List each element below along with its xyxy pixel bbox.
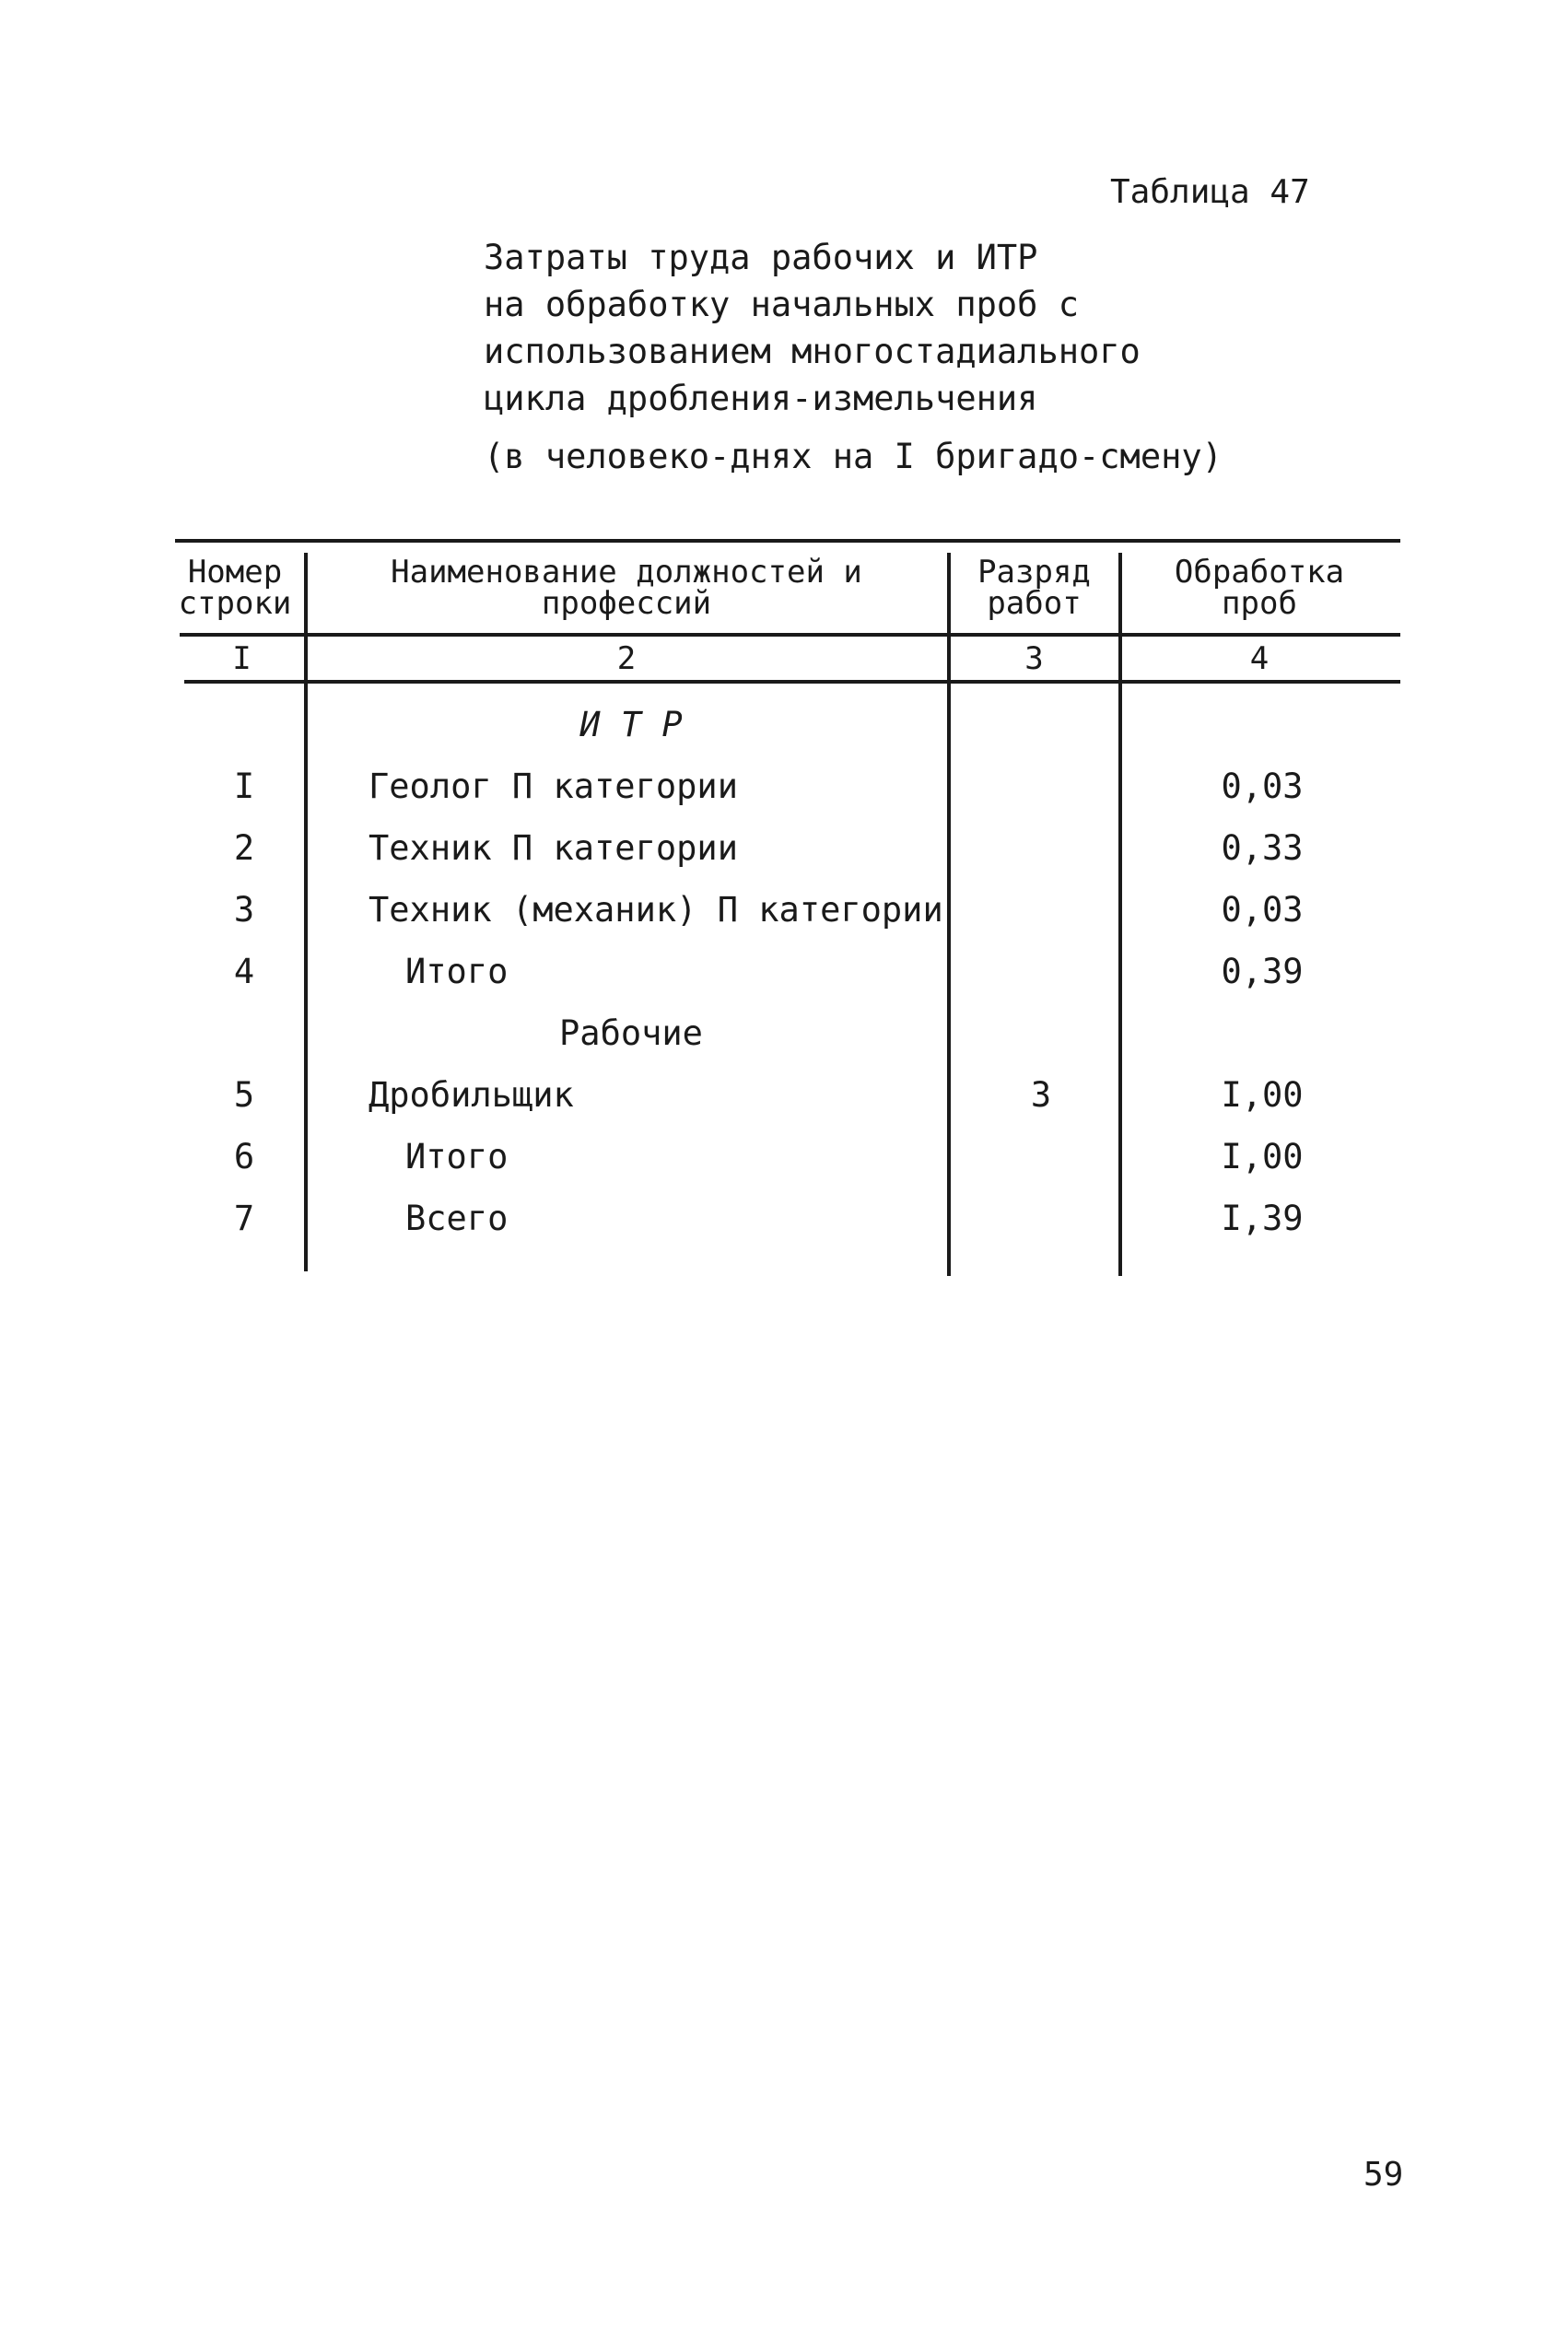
column-divider-2 (947, 553, 951, 1276)
column-number-2: 2 (616, 640, 637, 677)
table-title-line-1: Затраты труда рабочих и ИТР (484, 238, 1038, 277)
table-title-line-2: на обработку начальных проб с (484, 285, 1080, 324)
column-number-1: I (232, 640, 252, 677)
header-name-line-1: Наименование должностей и (391, 554, 862, 591)
table-label: Таблица 47 (1110, 173, 1310, 211)
section-heading-workers: Рабочие (559, 1013, 703, 1053)
row-number: 3 (233, 890, 255, 930)
header-bottom-rule (180, 633, 1400, 637)
header-name-line-2: профессий (541, 585, 712, 622)
row-value: I,00 (1221, 1075, 1304, 1115)
column-divider-1 (304, 553, 308, 1271)
header-name (313, 554, 940, 622)
header-processing-line-2: проб (1222, 585, 1297, 622)
row-number: 4 (233, 952, 255, 991)
row-name: Техник (механик) П категории (369, 890, 943, 930)
row-name: Геолог П категории (369, 767, 738, 806)
header-row-number-line-2: строки (178, 585, 292, 622)
row-number: 6 (233, 1137, 255, 1176)
row-value: I,00 (1221, 1137, 1304, 1176)
column-divider-3 (1118, 553, 1122, 1276)
row-number: 7 (233, 1199, 255, 1238)
header-rank-line-2: работ (987, 585, 1082, 622)
row-name: Дробильщик (369, 1075, 574, 1115)
header-row-number-line-1: Номер (187, 554, 283, 591)
header-row-number (170, 554, 299, 622)
row-number: 5 (233, 1075, 255, 1115)
row-number: I (233, 767, 255, 806)
column-number-4: 4 (1249, 640, 1270, 677)
header-rank (954, 554, 1115, 622)
row-name: Всего (405, 1199, 509, 1238)
header-processing-line-1: Обработка (1174, 554, 1345, 591)
row-value: I,39 (1221, 1199, 1304, 1238)
header-processing (1126, 554, 1393, 622)
row-name: Итого (405, 952, 509, 991)
row-number: 2 (233, 828, 255, 868)
units-note: (в человеко-днях на I бригадо-смену) (484, 437, 1223, 476)
row-value: 0,33 (1221, 828, 1304, 868)
row-name: Итого (405, 1137, 509, 1176)
page-number: 59 (1363, 2156, 1404, 2194)
row-value: 0,03 (1221, 890, 1304, 930)
table-title-line-3: использованием многостадиального (484, 332, 1141, 371)
column-number-3: 3 (1024, 640, 1044, 677)
row-rank: 3 (1030, 1075, 1052, 1115)
section-heading-itr: И Т Р (579, 705, 683, 744)
row-name: Техник П категории (369, 828, 738, 868)
row-value: 0,39 (1221, 952, 1304, 991)
table-title-line-4: цикла дробления-измельчения (484, 379, 1038, 418)
table-top-rule (175, 539, 1400, 543)
header-rank-line-1: Разряд (977, 554, 1091, 591)
row-value: 0,03 (1221, 767, 1304, 806)
column-number-rule (184, 680, 1400, 684)
